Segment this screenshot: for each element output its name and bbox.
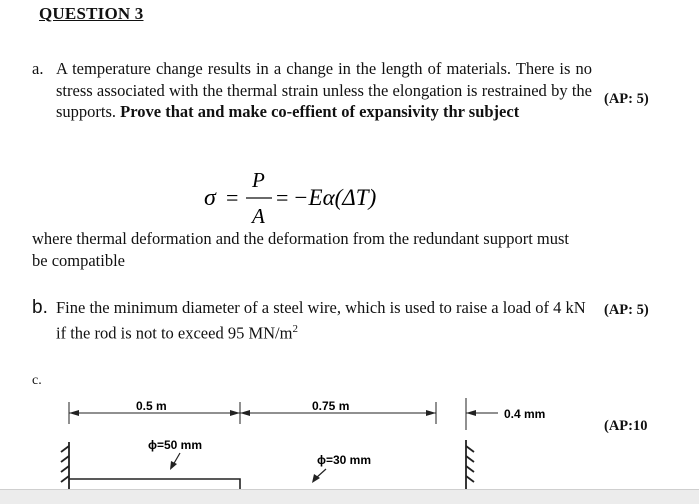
arrow-head: [170, 461, 177, 470]
dim-label-1: 0.5 m: [136, 399, 167, 413]
question-title: QUESTION 3: [39, 4, 144, 23]
part-b-marker: b.: [32, 297, 48, 318]
formula-rhs: −Eα(ΔT): [293, 185, 377, 210]
formula-equals-1: =: [226, 185, 239, 210]
part-b: [32, 297, 592, 344]
part-a-plain-text: A temperature change results in a change in the length of materials. There is no stress associated with the thermal strain unless the elongation is restrained by the supports.: [56, 59, 592, 121]
part-a-text: [56, 58, 592, 123]
part-b-marks: (AP: 5): [604, 302, 649, 318]
wall-support-right: [466, 440, 474, 490]
formula-denominator: A: [252, 204, 265, 228]
part-b-superscript: 2: [292, 322, 298, 335]
arrow-head: [466, 410, 476, 416]
formula-numerator: P: [252, 168, 265, 192]
arrow-head: [230, 410, 240, 416]
bar-diagram: [30, 390, 590, 503]
stress-formula: [200, 168, 420, 230]
diameter-label-1: ϕ=50 mm: [148, 438, 203, 452]
part-a-bold-text: Prove that and make co-effient of expansivity thr subject: [120, 102, 520, 121]
arrow-head: [240, 410, 250, 416]
part-a-marks: (AP: 5): [604, 91, 649, 107]
part-b-text: [56, 297, 592, 344]
dim-label-2: 0.75 m: [312, 399, 350, 413]
part-a-marker: a.: [32, 59, 44, 78]
arrow-head: [69, 410, 79, 416]
part-c-marks: (AP:10: [604, 418, 648, 434]
where-text: where thermal deformation and the deformation from the redundant support must be compatible: [32, 229, 570, 270]
arrow-head: [426, 410, 436, 416]
formula-equals-2: =: [276, 185, 289, 210]
part-a: [32, 58, 592, 123]
wall-support-left: [61, 442, 69, 490]
formula-sigma: σ: [204, 185, 216, 211]
window-bottom-scrollbar[interactable]: [0, 489, 699, 504]
part-b-plain-text: Fine the minimum diameter of a steel wire, which is used to raise a load of 4 kN if the rod is not to exceed 95 MN/m: [56, 298, 586, 342]
dim-label-3: 0.4 mm: [504, 407, 546, 421]
diameter-label-2: ϕ=30 mm: [317, 453, 372, 467]
part-c-marker: c.: [32, 373, 42, 388]
